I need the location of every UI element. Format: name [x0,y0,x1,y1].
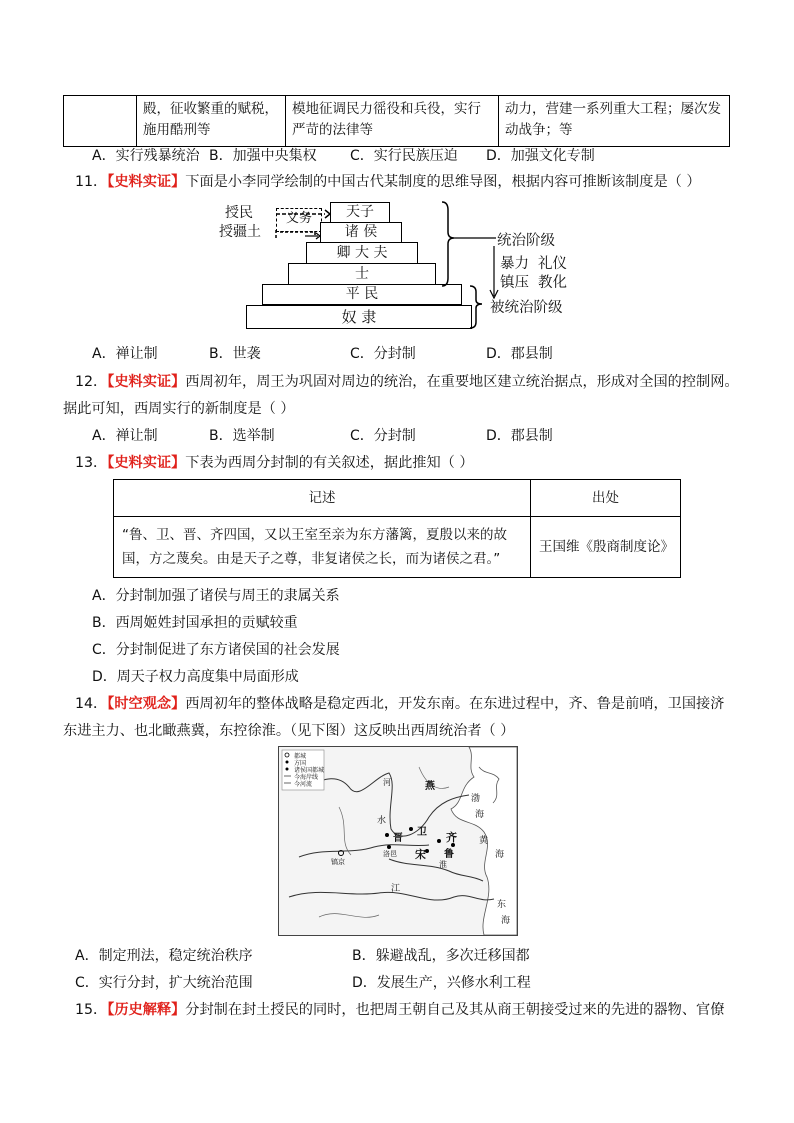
question-number: 11． [75,174,108,190]
question-tag: 【历史解释】 [107,1002,186,1018]
question-text: 西周初年，周王为巩固对周边的统治，在重要地区建立统治据点，形成对全国的控制网。 [185,374,739,390]
map-label-he: 河 [383,778,391,787]
level-zhuhou: 诸 侯 [320,222,402,243]
table-cell: 动力，营建一系列重大工程；屡次发动战争；等 [499,96,730,147]
q10-option-b: B．加强中央集权 [209,148,317,164]
label-grant-land: 授疆土 [219,224,261,240]
question-text: 分封制在封土授民的同时，也把周王朝自己及其从商王朝接受过来的先进的器物、官僚 [185,1002,725,1018]
table-row [64,96,730,147]
table-row [114,480,681,517]
q15-stem [75,999,724,1019]
q14-option-d: D．发展生产，兴修水利工程 [352,975,531,991]
legend-river: 今河流 [294,781,313,788]
level-tianzi: 天子 [330,202,390,223]
map-label-hai1: 海 [475,810,485,820]
label-violence-1: 暴力 [500,256,529,272]
label-rites-2: 教化 [538,275,567,291]
table-cell-empty [64,96,137,147]
label-ruling-class: 统治阶级 [497,233,555,249]
q12-option-b: B．选举制 [209,428,275,444]
table-cell: 殿，征收繁重的赋税，施用酷刑等 [137,96,286,147]
map-label-haojing: 镐京 [331,858,345,866]
table-cell [114,517,531,578]
q11-option-b: B．世袭 [209,346,261,362]
q11-option-c: C．分封制 [350,346,416,362]
q13-option-a: A．分封制加强了诸侯与周王的隶属关系 [92,588,340,604]
map-label-luoyi: 洛邑 [383,850,397,858]
question-text: 下面是小李同学绘制的中国古代某制度的思维导图，根据内容可推断该制度是（ ） [185,174,701,190]
q10-option-c: C．实行民族压迫 [350,148,458,164]
q14-option-a: A．制定刑法，稳定统治秩序 [75,948,253,964]
legend-coastline: 今海岸线 [294,774,319,781]
q14-stem-line2: 东进主力、也北瞰燕冀，东控徐淮。（见下图）这反映出西周统治者（ ） [63,723,515,739]
map-label-shui: 水 [377,816,387,826]
label-violence-2: 镇压 [500,275,529,291]
q12-stem-line2: 据此可知，西周实行的新制度是（ ） [63,401,295,417]
q11-stem [75,171,701,191]
map-label-hai2: 海 [495,850,505,860]
question-text: 西周初年的整体战略是稳定西北，开发东南。在东进过程中，齐、鲁是前哨，卫国接济 [185,696,725,712]
map-label-wei: 卫 [417,827,427,838]
question-number: 14． [75,696,108,712]
level-qingdafu: 卿 大 夫 [306,242,418,264]
table-cell: 模地征调民力徭役和兵役，实行严苛的法律等 [286,96,499,147]
map-label-lu: 鲁 [444,849,454,860]
legend-vassal-capital: 诸侯国都城 [294,767,325,774]
duty-box: 义务 [276,208,322,232]
q13-stem [75,452,474,472]
question-tag: 【时空观念】 [107,696,186,712]
table-cell: 王国维《殷商制度论》 [531,517,681,578]
map-label-huang: 黄 [479,836,489,846]
level-pingmin: 平 民 [262,284,462,305]
q14-stem-line1 [75,693,724,713]
q10-option-d: D．加强文化专制 [486,148,595,164]
question-text: 下表为西周分封制的有关叙述，据此推知（ ） [185,455,474,471]
q12-stem-line1 [75,371,739,391]
map-label-huai: 淮 [439,860,447,869]
legend-capital: 都城 [294,753,307,760]
label-grant-people: 授民 [225,205,253,221]
legend-fangguo: 方国 [294,760,307,767]
label-rites-1: 礼仪 [538,256,567,272]
map-label-song: 宋 [415,848,426,861]
question-tag: 【史料实证】 [107,174,186,190]
table-header: 记述 [114,480,531,517]
western-zhou-map [278,746,518,936]
q13-option-c: C．分封制促进了东方诸侯国的社会发展 [92,642,340,658]
level-shi: 士 [288,263,436,285]
q11-option-d: D．郡县制 [486,346,553,362]
label-ruled-class: 被统治阶级 [490,300,563,316]
q12-option-a: A．禅让制 [92,428,158,444]
question-number: 12． [75,374,108,390]
table-header: 出处 [531,480,681,517]
q13-option-b: B．西周姬姓封国承担的贡赋较重 [92,615,298,631]
question-tag: 【史料实证】 [107,374,186,390]
level-nuli: 奴 隶 [246,305,472,329]
diagram-lines [220,196,520,336]
map-label-jiang: 江 [391,884,401,894]
q13-option-d: D．周天子权力高度集中局面形成 [92,669,299,685]
q12-option-c: C．分封制 [350,428,416,444]
q14-option-c: C．实行分封，扩大统治范围 [75,975,253,991]
question-tag: 【史料实证】 [107,455,186,471]
source-table [113,479,681,578]
question-number: 15． [75,1002,108,1018]
quote-line: “鲁、卫、晋、齐四国，又以王室至亲为东方藩篱，夏殷以来的故 [122,527,507,543]
map-label-hai3: 海 [501,916,511,926]
map-label-jin: 晋 [393,833,403,844]
map-label-bo: 渤 [471,794,481,804]
table-row [114,517,681,578]
q12-option-d: D．郡县制 [486,428,553,444]
q11-option-a: A．禅让制 [92,346,158,362]
q14-option-b: B．躲避战乱，多次迁移国都 [352,948,530,964]
summary-table [63,95,730,147]
map-label-qi: 齐 [446,831,457,844]
map-label-yan: 燕 [425,781,435,792]
map-label-dong: 东 [497,900,507,910]
question-number: 13． [75,455,108,471]
q10-option-a: A．实行残暴统治 [92,148,200,164]
quote-line: 国，方之蔑矣。由是天子之尊，非复诸侯之长，而为诸侯之君。” [122,551,501,567]
